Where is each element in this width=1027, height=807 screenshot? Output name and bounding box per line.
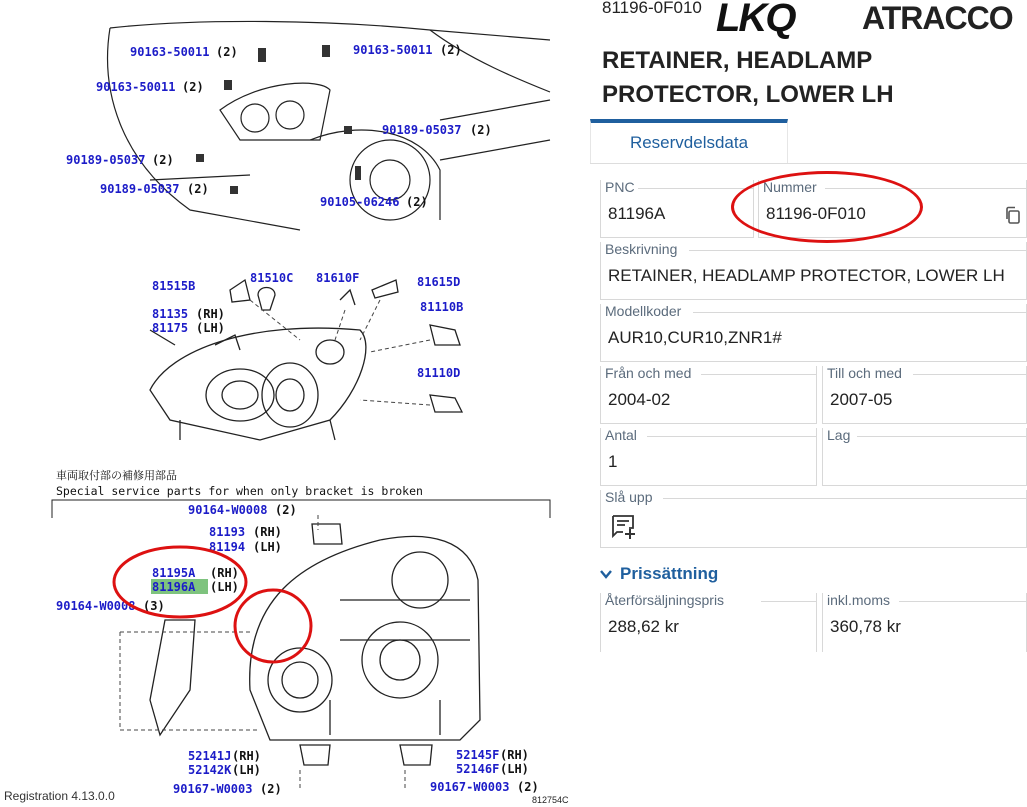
- sla-upp-label: Slå upp: [605, 489, 655, 505]
- antal-field: [600, 428, 817, 486]
- beskrivning-label: Beskrivning: [605, 241, 680, 257]
- diagram-side: (RH): [253, 525, 282, 539]
- diagram-qty: (3): [143, 599, 165, 613]
- diagram-side: (LH): [196, 321, 225, 335]
- resale-price-label: Återförsäljningspris: [605, 592, 727, 608]
- diagram-label-81110b: 81110B: [420, 300, 464, 314]
- till-och-med-label: Till och med: [827, 365, 905, 381]
- diagram-side: (RH): [210, 566, 239, 580]
- till-och-med-field: [822, 366, 1027, 424]
- registration-text: Registration 4.13.0.0: [4, 789, 115, 803]
- title-line-2: PROTECTOR, LOWER LH: [602, 81, 894, 108]
- diagram-qty: (2): [260, 782, 282, 796]
- diagram-side: (RH): [196, 307, 225, 321]
- figure-number: 812754C: [532, 795, 569, 805]
- diagram-side: (LH): [232, 763, 261, 777]
- diagram-label-90189-b: 90189-05037: [66, 153, 146, 167]
- special-note-jp: 車両取付部の補修用部品: [56, 469, 177, 482]
- diagram-qty: (2): [275, 503, 297, 517]
- pnc-label: PNC: [605, 179, 638, 195]
- diagram-label-52141j: 52141J: [188, 749, 232, 763]
- header-part-number: 81196-0F010: [602, 0, 702, 17]
- diagram-label-81193: 81193: [209, 525, 246, 539]
- diagram-label-90167-b: 90167-W0003: [430, 780, 510, 794]
- atracco-logo: ATRACCO: [862, 0, 1013, 36]
- vat-price-field: [822, 593, 1027, 652]
- diagram-qty: (2): [470, 123, 492, 137]
- diagram-label-90163-a: 90163-50011: [130, 45, 210, 59]
- antal-value[interactable]: 1: [608, 452, 618, 471]
- diagram-label-90163-b: 90163-50011: [353, 43, 433, 57]
- diagram-label-81615d: 81615D: [417, 275, 461, 289]
- diagram-label-90164-b: 90164-W0008: [56, 599, 136, 613]
- top-bar: [586, 0, 1027, 40]
- antal-label: Antal: [605, 427, 640, 443]
- chevron-down-icon[interactable]: [600, 569, 612, 579]
- diagram-label-90163-c: 90163-50011: [96, 80, 176, 94]
- diagram-label-81515b: 81515B: [152, 279, 196, 293]
- vat-price-label: inkl.moms: [827, 592, 893, 608]
- pricing-section-label: Prissättning: [620, 564, 719, 583]
- modellkoder-label: Modellkoder: [605, 303, 684, 319]
- title-line-1: RETAINER, HEADLAMP: [602, 47, 873, 74]
- diagram-label-81110d: 81110D: [417, 366, 461, 380]
- diagram-qty: (2): [440, 43, 462, 57]
- sla-upp-field: [600, 490, 1027, 548]
- diagram-side: (LH): [210, 580, 239, 594]
- annotation-ellipse: [731, 171, 923, 243]
- diagram-qty: (2): [182, 80, 204, 94]
- lookup-list-icon[interactable]: [611, 514, 639, 540]
- diagram-label-90167-a: 90167-W0003: [173, 782, 253, 796]
- tab-reservdelsdata[interactable]: Reservdelsdata: [590, 119, 788, 163]
- diagram-side: (RH): [500, 748, 529, 762]
- special-note-en: Special service parts for when only bracket is broken: [56, 484, 423, 498]
- page-title: [602, 44, 1012, 112]
- fran-och-med-label: Från och med: [605, 365, 694, 381]
- diagram-label-81510c: 81510C: [250, 271, 294, 285]
- diagram-qty: (2): [406, 195, 428, 209]
- lag-field: [822, 428, 1027, 486]
- nummer-label: Nummer: [763, 179, 820, 195]
- vat-price-value[interactable]: 360,78 kr: [830, 617, 901, 636]
- fran-och-med-field: [600, 366, 817, 424]
- pnc-value[interactable]: 81196A: [608, 204, 666, 223]
- resale-price-field: [600, 593, 817, 652]
- till-och-med-value[interactable]: 2007-05: [830, 390, 893, 409]
- beskrivning-value[interactable]: RETAINER, HEADLAMP PROTECTOR, LOWER LH: [608, 266, 1005, 285]
- copy-icon[interactable]: [1004, 206, 1022, 224]
- diagram-label-90189-c: 90189-05037: [100, 182, 180, 196]
- diagram-label-81195a: 81195A: [152, 566, 196, 580]
- tab-bar: [590, 119, 1027, 164]
- diagram-label-81610f: 81610F: [316, 271, 360, 285]
- diagram-label-52146f: 52146F: [456, 762, 500, 776]
- modellkoder-field: [600, 304, 1027, 362]
- part-detail-panel: [586, 0, 1027, 652]
- fran-och-med-value[interactable]: 2004-02: [608, 390, 671, 409]
- nummer-value[interactable]: 81196-0F010: [766, 204, 866, 223]
- modellkoder-value[interactable]: AUR10,CUR10,ZNR1#: [608, 328, 782, 347]
- diagram-side: (LH): [500, 762, 529, 776]
- diagram-qty: (2): [152, 153, 174, 167]
- lkq-logo: LKQ: [716, 0, 795, 40]
- pricing-section-header[interactable]: [600, 564, 718, 584]
- resale-price-value[interactable]: 288,62 kr: [608, 617, 679, 636]
- diagram-label-90164-a: 90164-W0008: [188, 503, 268, 517]
- diagram-label-90189-a: 90189-05037: [382, 123, 462, 137]
- diagram-side: (RH): [232, 749, 261, 763]
- diagram-label-81135: 81135: [152, 307, 189, 321]
- diagram-qty: (2): [517, 780, 539, 794]
- diagram-label-52145f: 52145F: [456, 748, 500, 762]
- diagram-qty: (2): [187, 182, 209, 196]
- diagram-side: (LH): [253, 540, 282, 554]
- diagram-label-81196a: 81196A: [152, 580, 196, 594]
- diagram-label-81194: 81194: [209, 540, 246, 554]
- diagram-label-81175: 81175: [152, 321, 189, 335]
- diagram-label-52142k: 52142K: [188, 763, 232, 777]
- diagram-qty: (2): [216, 45, 238, 59]
- lag-label: Lag: [827, 427, 853, 443]
- beskrivning-field: [600, 242, 1027, 300]
- diagram-label-90105: 90105-06246: [320, 195, 400, 209]
